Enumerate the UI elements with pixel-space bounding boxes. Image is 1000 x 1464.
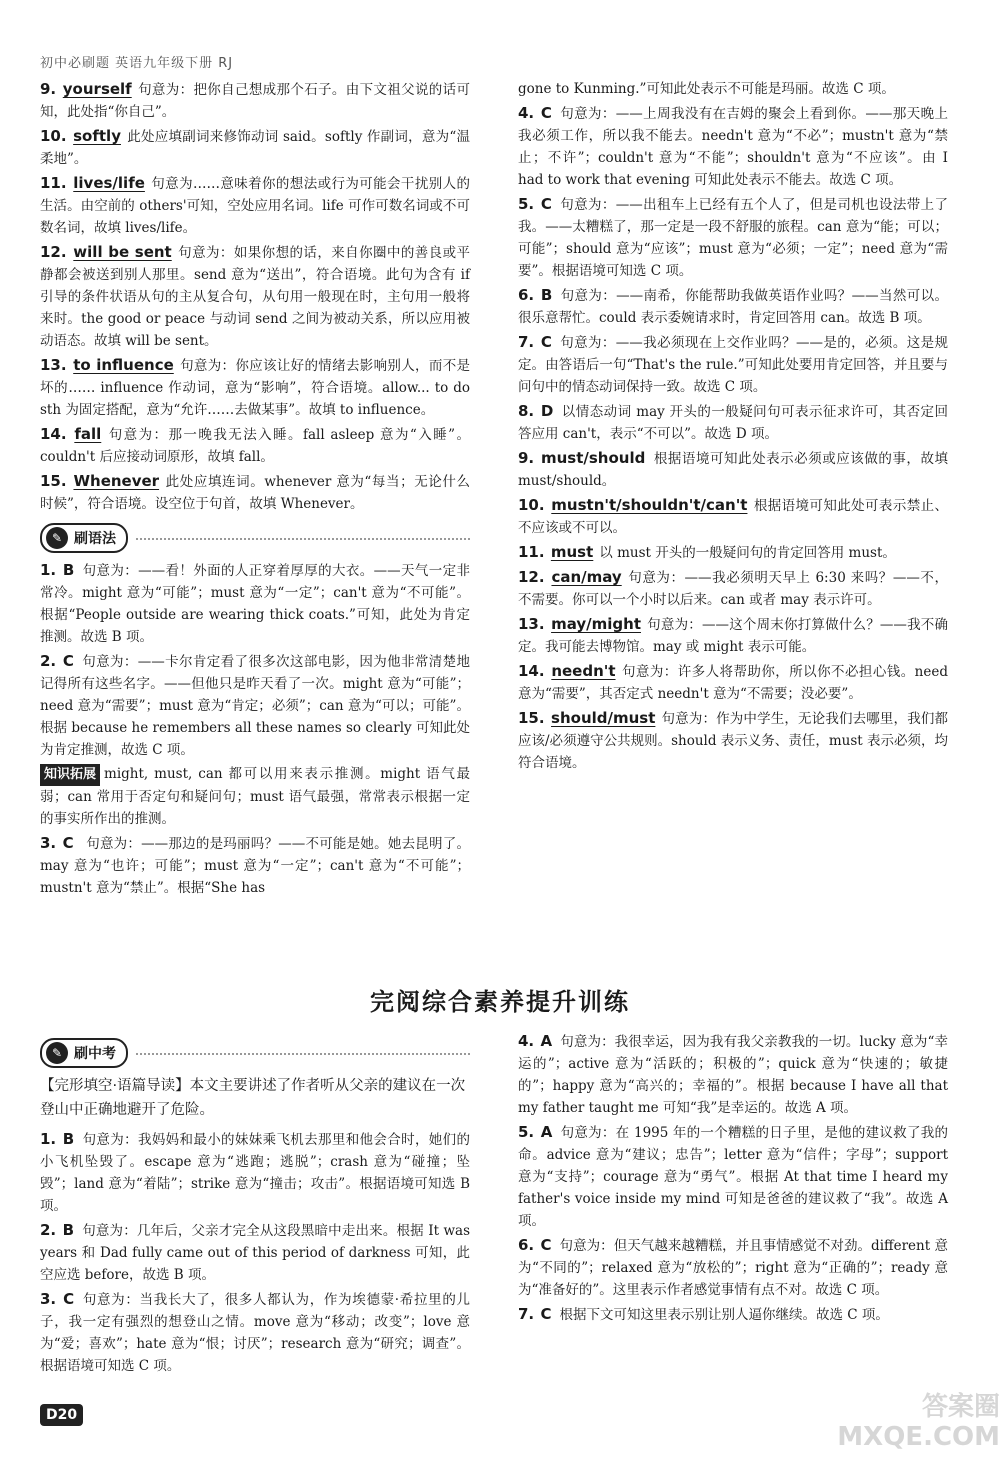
continued-text: gone to Kunming.”可知此处表示不可能是玛丽。故选 C 项。	[518, 81, 895, 97]
item-answer: softly	[73, 127, 121, 145]
answer-entry	[518, 566, 948, 611]
cloze-answers	[40, 1128, 470, 1377]
item-number: 11.	[518, 543, 545, 561]
bottom-right-column	[518, 1030, 948, 1328]
answer-entry	[40, 1128, 470, 1217]
item-number: 5.	[518, 1123, 535, 1141]
item-number: 13.	[518, 615, 545, 633]
section-title: 完阅综合素养提升训练	[370, 988, 630, 1016]
item-explanation: 句意为：我很幸运，因为我有我父亲教我的一切。lucky 意为“幸运的”；active 意为“活跃的；积极的”；quick 意为“快速的；敏捷的”；happy 意为“高兴的；幸福的”。根据 because I have all that my father taught me 可知“我”是幸运的。故选 A 项。	[518, 1034, 949, 1116]
item-answer: fall	[74, 425, 102, 443]
answer-entry	[40, 1219, 470, 1286]
item-answer: D	[540, 402, 554, 420]
item-number: 6.	[518, 286, 535, 304]
item-explanation: 句意为：——这个周末你打算做什么？——我不确定。我可能去博物馆。may 或 might 表示可能。	[518, 617, 949, 655]
item-answer: C	[540, 1236, 552, 1254]
item-answer: A	[540, 1123, 553, 1141]
left-column	[40, 78, 470, 901]
item-number: 4.	[518, 104, 535, 122]
answer-entry	[518, 613, 948, 658]
bottom-left-column	[40, 1030, 470, 1379]
item-explanation: 句意为：——卡尔肯定看了很多次这部电影，因为他非常清楚地记得所有这些名字。——但他只是昨天看了一次。might 意为“可能”；need 意为“需要”；must 意为“肯定；必须”；can 意为“可以；可能”。根据 because he remembers all these names so clearly 可知此处为肯定推测，故选 C 项。	[40, 654, 470, 758]
item-number: 15.	[518, 709, 545, 727]
item-explanation: 句意为：——那边的是玛丽吗？——不可能是她。她去昆明了。may 意为“也许；可能”；must 意为“一定”；can't 意为“不可能”；mustn't 意为“禁止”。根据“She has	[40, 836, 471, 896]
item-explanation: 句意为……意味着你的想法或行为可能会干扰别人的生活。由空前的 others'可知，空处应用名词。life 可作可数名词或不可数名词，故填 lives/life。	[40, 176, 470, 236]
item-number: 14.	[518, 662, 545, 680]
item-number: 12.	[40, 243, 67, 261]
item-number: 2.	[40, 1221, 57, 1239]
item-explanation: 句意为：——出租车上已经有五个人了，但是司机也设法带上了我。——太糟糕了，那一定是一段不舒服的旅程。can 意为“能；可以；可能”；should 意为“应该”；must 意为“必须；一定”；need 意为“需要”。根据语境可知选 C 项。	[518, 197, 948, 279]
item-explanation: 此处应填连词。whenever 意为“每当；无论什么时候”，符合语境。设空位于句首，故填 Whenever。	[40, 474, 470, 512]
item-explanation: 句意为：——我必须现在上交作业吗？——是的，必须。这是规定。由答语后一句“That's the rule.”可知此处要用肯定回答，并且要与问句中的情态动词保持一致。故选 C 项。	[518, 335, 948, 395]
answer-entry	[518, 193, 948, 282]
item-answer: B	[62, 561, 75, 579]
item-number: 11.	[40, 174, 67, 192]
grammar-section-header	[40, 523, 470, 553]
item-answer: should/must	[551, 709, 656, 727]
item-number: 5.	[518, 195, 535, 213]
answer-entry	[518, 400, 948, 445]
watermark-logo: 答案圈 MXQE.COM	[837, 1392, 1000, 1452]
answer-entry	[518, 660, 948, 705]
item-answer: C	[540, 1305, 552, 1323]
item-answer: C	[540, 104, 552, 122]
item-number: 13.	[40, 356, 67, 374]
answer-entry	[40, 559, 470, 648]
answer-entry	[518, 331, 948, 398]
item-number: 12.	[518, 568, 545, 586]
tip-label: 知识拓展	[40, 764, 100, 786]
item-answer: A	[540, 1032, 553, 1050]
grammar-label: 刷语法	[74, 531, 116, 547]
item-number: 1.	[40, 561, 57, 579]
item-number: 3.	[40, 1290, 57, 1308]
item-number: 9.	[40, 80, 57, 98]
item-explanation: 句意为：几年后，父亲才完全从这段黑暗中走出来。根据 It was years 和 Dad fully came out of this period of darkness 可知，此空应选 before，故选 B 项。	[40, 1223, 471, 1283]
item-number: 3.	[40, 834, 57, 852]
item-explanation: 句意为：我妈妈和最小的妹妹乘飞机去那里和他会合时，她们的小飞机坠毁了。escape 意为“逃跑；逃脱”；crash 意为“碰撞；坠毁”；land 意为“着陆”；strike 意为“撞击；攻击”。根据语境可知选 B 项。	[40, 1132, 470, 1214]
item-answer: mustn't/shouldn't/can't	[551, 496, 748, 514]
item-explanation: 句意为：作为中学生，无论我们去哪里，我们都应该/必须遵守公共规则。should 表示义务、责任，must 表示必须，均符合语境。	[518, 711, 949, 771]
item-answer: must/should	[540, 449, 646, 467]
answer-entry	[40, 78, 470, 123]
answer-entry	[518, 541, 948, 564]
answer-entry	[518, 1121, 948, 1232]
answer-entry	[40, 172, 470, 239]
vocab-answers	[40, 78, 470, 515]
item-answer: B	[62, 1130, 75, 1148]
item-answer: will be sent	[73, 243, 172, 261]
grammar-answers	[40, 559, 470, 761]
dotted-divider	[136, 537, 470, 540]
answer-entry	[40, 354, 470, 421]
dotted-divider	[136, 1052, 470, 1055]
pen-icon: ✎	[46, 527, 68, 549]
item-answer: C	[540, 195, 552, 213]
exam-badge	[40, 1038, 128, 1068]
item-explanation: 句意为：但天气越来越糟糕，并且事情感觉不对劲。different 意为“不同的”；relaxed 意为“放松的”；right 意为“正确的”；ready 意为“准备好的”。这里表示作者感觉事情有点不对。故选 C 项。	[518, 1238, 948, 1298]
item-answer: C	[62, 652, 74, 670]
answer-entry	[40, 423, 470, 468]
pen-icon: ✎	[46, 1042, 68, 1064]
item-number: 4.	[518, 1032, 535, 1050]
answer-entry	[518, 1303, 948, 1326]
answer-entry	[518, 494, 948, 539]
item-number: 10.	[40, 127, 67, 145]
item-explanation: 句意为：如果你想的话，来自你圈中的善良或平静都会被送到别人那里。send 意为“送出”，符合语境。此句为含有 if 引导的条件状语从句的主从复合句，从句用一般现在时，主句用一般将来时。the good or peace 与动词 send 之间为被动关系，所以应用被动语态。故填 will be sent。	[40, 245, 471, 349]
item-answer: C	[63, 1290, 75, 1308]
right-column	[518, 78, 948, 776]
item-answer: may/might	[551, 615, 641, 633]
item-number: 6.	[518, 1236, 535, 1254]
answer-entry	[40, 832, 470, 899]
item-explanation: 此处应填副词来修饰动词 said。softly 作副词，意为“温柔地”。	[40, 129, 471, 167]
item-explanation: 根据语境可知此处可表示禁止、不应该或不可以。	[518, 498, 949, 536]
item-explanation: 句意为：——南希，你能帮助我做英语作业吗？——当然可以。很乐意帮忙。could 表示委婉请求时，肯定回答用 can。故选 B 项。	[518, 288, 948, 326]
grammar-answers-continued	[518, 102, 948, 774]
item-number: 8.	[518, 402, 535, 420]
item-answer: C	[62, 834, 74, 852]
item-explanation: 根据语境可知此处表示必须或应该做的事，故填 must/should。	[518, 451, 948, 489]
item-number: 7.	[518, 1305, 535, 1323]
item-explanation: 句意为：在 1995 年的一个糟糕的日子里，是他的建议救了我的命。advice 意为“建议；忠告”；letter 意为“信件；字母”；support 意为“支持”；courage 意为“勇气”。根据 At that time I heard my father's voice inside my mind 可知是爸爸的建议救了“我”。故选 A 项。	[518, 1125, 948, 1229]
answer-entry	[518, 102, 948, 191]
item-explanation: 句意为：——上周我没有在吉姆的聚会上看到你。——那天晚上我必须工作，所以我不能去。needn't 意为“不必”；mustn't 意为“禁止；不许”；couldn't 意为“不能”；shouldn't 意为“不应该”。由 I had to work that evening 可知此处表示不能去。故选 C 项。	[518, 106, 948, 188]
item-answer: can/may	[551, 568, 622, 586]
knowledge-tip	[40, 763, 470, 830]
grammar-badge	[40, 523, 128, 553]
item-number: 2.	[40, 652, 57, 670]
item-answer: Whenever	[73, 472, 160, 490]
item-answer: C	[540, 333, 552, 351]
item-explanation: 句意为：那一晚我无法入睡。fall asleep 意为“入睡”。couldn't 后应接动词原形，故填 fall。	[40, 427, 471, 465]
tip-text: might, must, can 都可以用来表示推测。might 语气最弱；can 常用于否定句和疑问句；must 语气最强，常常表示根据一定的事实所作出的推测。	[40, 766, 470, 827]
answer-entry	[518, 707, 948, 774]
item-number: 10.	[518, 496, 545, 514]
item-answer: needn't	[551, 662, 616, 680]
answer-entry	[518, 1234, 948, 1301]
item-answer: B	[540, 286, 553, 304]
item-answer: to influence	[73, 356, 174, 374]
item-number: 1.	[40, 1130, 57, 1148]
item-explanation: 句意为：——看！外面的人正穿着厚厚的大衣。——天气一定非常冷。might 意为“可能”；must 意为“一定”；can't 意为“不可能”。根据“People outside are wearing thick coats.”可知，此处为肯定推测。故选 B 项。	[40, 563, 470, 645]
exam-section-header	[40, 1038, 470, 1068]
answer-entry	[518, 1030, 948, 1119]
answer-entry	[40, 470, 470, 515]
page-number: D20	[40, 1404, 83, 1426]
item-explanation: 句意为：你应该让好的情绪去影响别人，而不是坏的…… influence 作动词，意为“影响”，符合语境。allow... to do sth 为固定搭配，意为“允许……去做某事”。故填 to influence。	[40, 358, 471, 418]
item-answer: must	[550, 543, 594, 561]
item-number: 7.	[518, 333, 535, 351]
item-explanation: 句意为：——我必须明天早上 6:30 来吗？——不，不需要。你可以一个小时以后来。can 或者 may 表示许可。	[518, 570, 948, 608]
item-explanation: 句意为：当我长大了，很多人都认为，作为埃德蒙·希拉里的儿子，我一定有强烈的想登山之情。move 意为“移动；改变”；love 意为“爱；喜欢”；hate 意为“恨；讨厌”；research 意为“研究；调查”。根据语境可知选 C 项。	[40, 1292, 471, 1374]
item-explanation: 句意为：许多人将帮助你，所以你不必担心钱。need 意为“需要”，其否定式 needn't 意为“不需要；没必要”。	[518, 664, 948, 702]
answer-entry	[40, 125, 470, 170]
answer-entry	[518, 447, 948, 492]
item-explanation: 根据下文可知这里表示别让别人逼你继续。故选 C 项。	[559, 1307, 889, 1323]
page-header: 初中必刷题 英语九年级下册 RJ	[40, 56, 234, 71]
answer-entry	[40, 241, 470, 352]
answer-entry	[40, 1288, 470, 1377]
cloze-answers-continued	[518, 1030, 948, 1326]
item-answer: B	[62, 1221, 75, 1239]
exam-label: 刷中考	[74, 1046, 116, 1062]
item-number: 9.	[518, 449, 535, 467]
item-number: 14.	[40, 425, 67, 443]
item-explanation: 句意为：把你自己想成那个石子。由下文祖父说的话可知，此处指“你自己”。	[40, 82, 470, 120]
answer-entry	[40, 650, 470, 761]
item-number: 15.	[40, 472, 67, 490]
item-answer: yourself	[62, 80, 132, 98]
item-answer: lives/life	[73, 174, 145, 192]
item-explanation: 以情态动词 may 开头的一般疑问句可表示征求许可，其否定回答应用 can't，表示“不可以”。故选 D 项。	[518, 404, 949, 442]
answer-entry	[518, 284, 948, 329]
passage-intro: 【完形填空·语篇导读】本文主要讲述了作者听从父亲的建议在一次登山中正确地避开了危险。	[40, 1078, 466, 1118]
item-explanation: 以 must 开头的一般疑问句的肯定回答用 must。	[599, 545, 896, 561]
